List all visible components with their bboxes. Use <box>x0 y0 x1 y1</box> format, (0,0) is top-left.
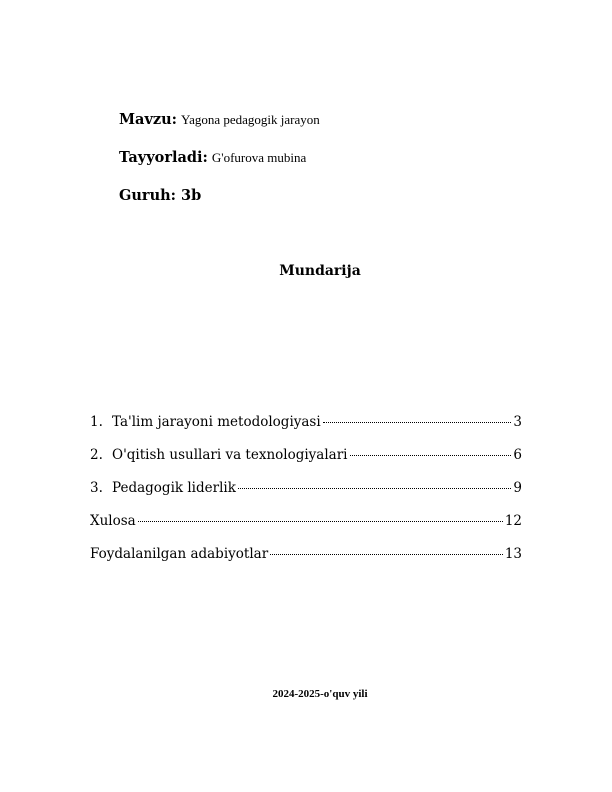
toc-entry-title: Xulosa <box>90 513 136 529</box>
toc-entry-title: Foydalanilgan adabiyotlar <box>90 546 269 562</box>
toc-entry-page: 13 <box>504 546 522 562</box>
group-line <box>119 187 201 205</box>
group-label: Guruh: 3b <box>119 187 202 204</box>
toc-entry[interactable] <box>90 546 522 566</box>
toc-dot-leader <box>138 520 503 522</box>
toc-entry-page: 12 <box>504 513 522 529</box>
topic-line <box>119 111 320 129</box>
toc-entry-title: O'qitish usullari va texnologiyalari <box>112 447 348 463</box>
toc-entry-title: Ta'lim jarayoni metodologiyasi <box>112 414 321 430</box>
toc-entry-page: 3 <box>513 414 522 430</box>
toc-entry[interactable] <box>90 447 522 467</box>
toc-entry-number: 2. <box>90 447 103 463</box>
contents-heading: Mundarija <box>279 263 361 279</box>
author-line <box>119 149 306 167</box>
topic-label: Mavzu: <box>119 111 177 128</box>
toc-entry[interactable] <box>90 513 522 533</box>
toc-entry[interactable] <box>90 414 522 434</box>
toc-dot-leader <box>323 421 512 423</box>
academic-year: 2024-2025-o'quv yili <box>272 688 368 700</box>
table-of-contents <box>90 414 522 579</box>
author-value: G'ofurova mubina <box>211 150 307 165</box>
toc-entry-number: 1. <box>90 414 103 430</box>
toc-dot-leader <box>270 553 503 555</box>
toc-entry-number: 3. <box>90 480 103 496</box>
toc-entry-title: Pedagogik liderlik <box>112 480 236 496</box>
toc-entry[interactable] <box>90 480 522 500</box>
toc-dot-leader <box>238 487 512 489</box>
topic-value: Yagona pedagogik jarayon <box>181 112 320 127</box>
toc-entry-page: 6 <box>513 447 522 463</box>
author-label: Tayyorladi: <box>119 149 208 166</box>
toc-dot-leader <box>350 454 512 456</box>
toc-entry-page: 9 <box>513 480 522 496</box>
